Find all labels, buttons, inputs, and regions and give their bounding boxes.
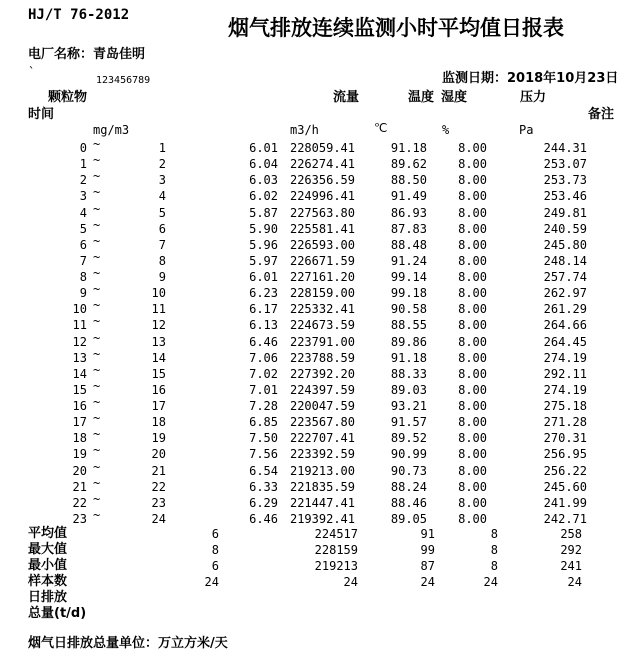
summary-label: 日排放 [28,590,68,605]
flow-value: 221447.41 [289,495,355,510]
flow-value: 223791.00 [289,334,355,349]
hour-from: 15 [72,382,87,397]
summary-label: 最小值 [28,558,68,573]
unit-humidity: % [442,123,450,137]
hour-to: 2 [158,157,166,172]
hour-from: 6 [79,237,87,252]
temp-value: 99.14 [390,270,427,285]
pressure-value: 256.22 [543,463,587,478]
hour-to: 6 [158,221,166,236]
monitor-date: 监测日期：2018年10月23日 [442,71,619,86]
humidity-value: 8.00 [458,463,487,478]
hour-to: 21 [151,463,166,478]
tilde-mark: ~ [93,169,101,184]
pm-value: 6.85 [249,415,278,430]
summary-label: 平均值 [28,526,68,541]
hour-from: 9 [79,286,87,301]
pm-value: 5.87 [249,205,278,220]
humidity-value: 8.00 [458,479,487,494]
flow-value: 226274.41 [289,157,355,172]
temp-value: 88.33 [390,366,427,381]
summary-flow: 24 [343,575,358,589]
flow-value: 227392.20 [289,366,355,381]
pm-value: 6.23 [249,286,278,301]
humidity-value: 8.00 [458,221,487,236]
temp-value: 91.18 [390,350,427,365]
tilde-mark: ~ [93,378,101,393]
pm-value: 6.17 [249,302,278,317]
pm-value: 6.54 [249,463,278,478]
humidity-value: 8.00 [458,511,487,526]
flow-value: 225581.41 [289,221,355,236]
summary-temp: 99 [420,543,435,557]
hour-from: 0 [79,141,87,155]
hour-to: 20 [151,447,166,462]
tilde-mark: ~ [93,443,101,458]
pressure-value: 245.80 [543,237,587,252]
tick-mark: ` [28,65,36,79]
pm-value: 7.01 [249,382,278,397]
header-pm: 颗粒物 [48,90,88,105]
hour-from: 5 [79,221,87,236]
hour-to: 5 [158,205,166,220]
temp-value: 88.24 [390,479,427,494]
hour-to: 9 [158,270,166,285]
flow-value: 219213.00 [289,463,355,478]
tilde-mark: ~ [93,459,101,474]
tilde-mark: ~ [93,266,101,281]
tilde-mark: ~ [93,185,101,200]
unit-pm: mg/m3 [93,123,130,137]
summary-row [0,559,644,575]
hour-from: 14 [72,366,87,381]
tilde-mark: ~ [93,282,101,297]
header-flow: 流量 [333,90,360,105]
humidity-value: 8.00 [458,334,487,349]
temp-value: 89.62 [390,157,427,172]
flow-value: 224996.41 [289,189,355,204]
summary-pm: 6 [211,559,219,573]
tilde-mark: ~ [93,137,101,151]
temp-value: 88.46 [390,495,427,510]
tilde-mark: ~ [93,362,101,377]
pm-value: 5.96 [249,237,278,252]
hour-from: 12 [72,334,87,349]
humidity-value: 8.00 [458,431,487,446]
pressure-value: 264.66 [543,318,587,333]
footer-note: 烟气日排放总量单位：万立方米/天 [28,636,228,651]
summary-temp: 91 [420,527,435,541]
hour-to: 15 [151,366,166,381]
header-pressure: 压力 [520,90,547,105]
hour-from: 8 [79,270,87,285]
summary-temp: 87 [420,559,435,573]
hour-from: 22 [72,495,87,510]
summary-flow: 219213 [314,559,358,573]
humidity-value: 8.00 [458,382,487,397]
humidity-value: 8.00 [458,157,487,172]
summary-humidity: 24 [483,575,498,589]
pressure-value: 292.11 [543,366,587,381]
pressure-value: 274.19 [543,350,587,365]
hour-to: 1 [158,141,166,155]
pm-value: 6.13 [249,318,278,333]
flow-value: 220047.59 [289,399,355,414]
temp-value: 90.73 [390,463,427,478]
hour-to: 11 [151,302,166,317]
pressure-value: 256.95 [543,447,587,462]
summary-pm: 8 [211,543,219,557]
pm-value: 7.02 [249,366,278,381]
hour-to: 7 [158,237,166,252]
summary-pressure: 258 [560,527,582,541]
tilde-mark: ~ [93,411,101,426]
pm-value: 6.46 [249,334,278,349]
temp-value: 88.50 [390,173,427,188]
summary-flow: 228159 [314,543,358,557]
unit-pressure: Pa [519,123,534,137]
summary-temp: 24 [420,575,435,589]
humidity-value: 8.00 [458,447,487,462]
humidity-value: 8.00 [458,302,487,317]
flow-value: 227161.20 [289,270,355,285]
pressure-value: 248.14 [543,253,587,268]
summary-label: 总量(t/d) [28,606,87,621]
flow-value: 223392.59 [289,447,355,462]
tilde-mark: ~ [93,507,101,522]
hour-from: 10 [72,302,87,317]
pressure-value: 253.07 [543,157,587,172]
temp-value: 99.18 [390,286,427,301]
table-row [0,507,644,528]
humidity-value: 8.00 [458,237,487,252]
hour-from: 2 [79,173,87,188]
flow-value: 227563.80 [289,205,355,220]
hour-from: 20 [72,463,87,478]
hour-from: 7 [79,253,87,268]
summary-humidity: 8 [490,559,498,573]
tilde-mark: ~ [93,249,101,264]
pressure-value: 240.59 [543,221,587,236]
pm-value: 6.01 [249,270,278,285]
humidity-value: 8.00 [458,189,487,204]
hour-to: 17 [151,399,166,414]
hour-to: 24 [151,511,166,526]
summary-row [0,527,644,543]
flow-value: 219392.41 [289,511,355,526]
pm-value: 6.04 [249,157,278,172]
pm-value: 6.33 [249,479,278,494]
hour-to: 4 [158,189,166,204]
plant-name: 电厂名称：青岛佳明 [28,47,146,62]
humidity-value: 8.00 [458,399,487,414]
hour-to: 14 [151,350,166,365]
pressure-value: 245.60 [543,479,587,494]
flow-value: 225332.41 [289,302,355,317]
pressure-value: 261.29 [543,302,587,317]
flow-value: 223567.80 [289,415,355,430]
summary-humidity: 8 [490,527,498,541]
summary-pressure: 241 [560,559,582,573]
hour-to: 22 [151,479,166,494]
pressure-value: 244.31 [543,141,587,155]
hour-from: 19 [72,447,87,462]
tilde-mark: ~ [93,330,101,345]
pressure-value: 274.19 [543,382,587,397]
pm-value: 6.02 [249,189,278,204]
pressure-value: 249.81 [543,205,587,220]
pressure-value: 253.73 [543,173,587,188]
summary-humidity: 8 [490,543,498,557]
hour-from: 4 [79,205,87,220]
pressure-value: 262.97 [543,286,587,301]
temp-value: 91.24 [390,253,427,268]
tilde-mark: ~ [93,217,101,232]
temp-value: 91.57 [390,415,427,430]
humidity-value: 8.00 [458,286,487,301]
summary-row [0,543,644,559]
hour-to: 18 [151,415,166,430]
tilde-mark: ~ [93,298,101,313]
pressure-value: 271.28 [543,415,587,430]
temp-value: 87.83 [390,221,427,236]
hour-from: 16 [72,399,87,414]
flow-value: 224673.59 [289,318,355,333]
temp-value: 89.52 [390,431,427,446]
humidity-value: 8.00 [458,205,487,220]
humidity-value: 8.00 [458,141,487,155]
hour-from: 18 [72,431,87,446]
hour-to: 10 [151,286,166,301]
unit-flow: m3/h [290,123,319,137]
hour-from: 17 [72,415,87,430]
hour-from: 1 [79,157,87,172]
flow-value: 226671.59 [289,253,355,268]
temp-value: 89.86 [390,334,427,349]
tilde-mark: ~ [93,346,101,361]
hour-to: 8 [158,253,166,268]
pressure-value: 275.18 [543,399,587,414]
hour-from: 13 [72,350,87,365]
temp-value: 90.58 [390,302,427,317]
header-humidity: 湿度 [441,90,468,105]
summary-row [0,591,644,607]
tilde-mark: ~ [93,395,101,410]
pressure-value: 253.46 [543,189,587,204]
tilde-mark: ~ [93,201,101,216]
temp-value: 91.18 [390,141,427,155]
humidity-value: 8.00 [458,318,487,333]
pm-value: 6.46 [249,511,278,526]
page-title: 烟气排放连续监测小时平均值日报表 [228,16,564,40]
hour-from: 21 [72,479,87,494]
summary-pm: 24 [204,575,219,589]
pm-value: 6.03 [249,173,278,188]
humidity-value: 8.00 [458,173,487,188]
humidity-value: 8.00 [458,495,487,510]
header-temp: 温度 [408,90,435,105]
humidity-value: 8.00 [458,270,487,285]
temp-value: 93.21 [390,399,427,414]
pm-value: 7.28 [249,399,278,414]
summary-label: 样本数 [28,574,68,589]
pm-value: 5.97 [249,253,278,268]
flow-value: 222707.41 [289,431,355,446]
pm-value: 7.06 [249,350,278,365]
flow-value: 226356.59 [289,173,355,188]
hour-from: 11 [72,318,87,333]
summary-label: 最大值 [28,542,68,557]
header-time: 时间 [28,107,55,122]
pm-value: 5.90 [249,221,278,236]
summary-row [0,575,644,591]
header-remark: 备注 [588,107,615,122]
tilde-mark: ~ [93,475,101,490]
humidity-value: 8.00 [458,350,487,365]
temp-value: 90.99 [390,447,427,462]
tilde-mark: ~ [93,233,101,248]
flow-value: 224397.59 [289,382,355,397]
temp-value: 88.55 [390,318,427,333]
tilde-mark: ~ [93,314,101,329]
flow-value: 221835.59 [289,479,355,494]
pressure-value: 242.71 [543,511,587,526]
summary-pressure: 24 [567,575,582,589]
pressure-value: 241.99 [543,495,587,510]
flow-value: 226593.00 [289,237,355,252]
hour-to: 19 [151,431,166,446]
summary-flow: 224517 [314,527,358,541]
temp-value: 91.49 [390,189,427,204]
tilde-mark: ~ [93,491,101,506]
summary-pm: 6 [211,527,219,541]
tilde-mark: ~ [93,427,101,442]
hour-from: 23 [72,511,87,526]
hour-to: 13 [151,334,166,349]
flow-value: 223788.59 [289,350,355,365]
pm-value: 7.50 [249,431,278,446]
humidity-value: 8.00 [458,415,487,430]
unit-temp: ℃ [374,121,388,135]
hour-to: 3 [158,173,166,188]
hour-to: 23 [151,495,166,510]
temp-value: 88.48 [390,237,427,252]
pressure-value: 257.74 [543,270,587,285]
standard-code: HJ/T 76-2012 [28,7,130,23]
pm-value: 6.29 [249,495,278,510]
summary-row [0,607,644,623]
temp-value: 89.03 [390,382,427,397]
tilde-mark: ~ [93,153,101,168]
hour-to: 12 [151,318,166,333]
temp-value: 86.93 [390,205,427,220]
serial-number: 123456789 [96,75,151,86]
flow-value: 228059.41 [289,141,355,155]
flow-value: 228159.00 [289,286,355,301]
humidity-value: 8.00 [458,253,487,268]
temp-value: 89.05 [390,511,427,526]
pm-value: 6.01 [249,141,278,155]
pressure-value: 270.31 [543,431,587,446]
summary-pressure: 292 [560,543,582,557]
humidity-value: 8.00 [458,366,487,381]
pressure-value: 264.45 [543,334,587,349]
hour-from: 3 [79,189,87,204]
pm-value: 7.56 [249,447,278,462]
hour-to: 16 [151,382,166,397]
